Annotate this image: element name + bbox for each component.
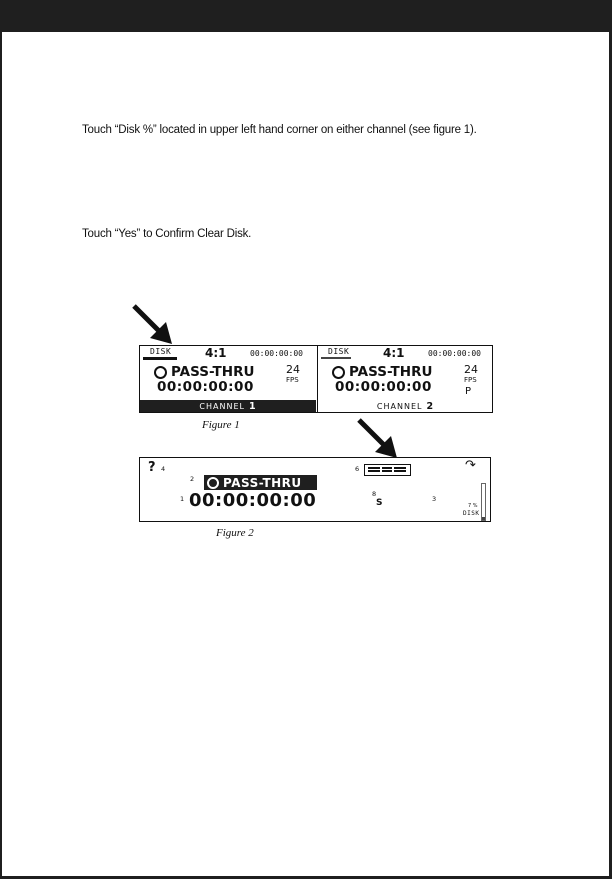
channel-2-display	[317, 346, 493, 412]
page-frame-left	[0, 32, 2, 879]
pointer-arrow-icon	[128, 300, 178, 350]
channel-label: CHANNEL	[199, 401, 245, 411]
disk-percent-button[interactable]: DISK	[150, 347, 172, 356]
callout-6: 6	[355, 465, 360, 473]
fps-label: FPS	[464, 376, 477, 384]
callout-4: 4	[161, 465, 166, 473]
header-bar	[0, 0, 612, 32]
redo-arrow-icon[interactable]: ↷	[465, 458, 476, 473]
disk-level-bar	[321, 357, 351, 359]
channel-label: CHANNEL	[376, 401, 423, 411]
fps-value: 24	[464, 363, 478, 376]
channel-number: 2	[426, 400, 435, 412]
callout-8: 8	[372, 490, 377, 498]
instruction-step-1: Touch “Disk %” located in upper left hand corner on either channel (see figure 1).	[82, 124, 477, 136]
p-indicator: P	[465, 386, 472, 397]
timecode-display: 00:00:00:00	[335, 379, 432, 395]
s-indicator: S	[376, 498, 383, 508]
figure-1-panel	[139, 345, 493, 413]
disk-percent-button[interactable]: DISK	[328, 347, 350, 356]
figure-2-caption: Figure 2	[216, 527, 254, 539]
compression-ratio: 4:1	[383, 346, 405, 360]
question-mark-icon[interactable]: ?	[148, 460, 156, 475]
mode-status	[332, 364, 432, 380]
ring-icon	[154, 366, 167, 379]
disk-percent-button[interactable]: DISK	[463, 510, 480, 517]
ring-icon	[332, 366, 345, 379]
timecode-display: 00:00:00:00	[189, 490, 317, 511]
fps-value: 24	[286, 363, 300, 376]
disk-percent-value: 7 %	[468, 503, 478, 509]
disk-level-meter	[481, 483, 486, 521]
figure-2-panel	[139, 457, 491, 522]
channel-2-footer	[318, 400, 493, 412]
timecode-display: 00:00:00:00	[157, 379, 254, 395]
disk-level-fill	[482, 517, 485, 520]
channel-1-footer	[140, 400, 316, 412]
mode-status	[204, 475, 317, 490]
mode-label: PASS-THRU	[349, 364, 433, 380]
callout-2: 2	[190, 475, 195, 483]
timecode-small: 00:00:00:00	[250, 349, 303, 358]
callout-1: 1	[180, 495, 185, 503]
mode-status	[154, 364, 254, 380]
fps-label: FPS	[286, 376, 299, 384]
instruction-step-2: Touch “Yes” to Confirm Clear Disk.	[82, 228, 252, 240]
timecode-small: 00:00:00:00	[428, 349, 481, 358]
mode-label: PASS-THRU	[223, 475, 302, 490]
mode-label: PASS-THRU	[171, 364, 255, 380]
menu-lines-icon[interactable]	[364, 464, 411, 476]
ring-icon	[207, 477, 219, 489]
disk-level-bar	[143, 357, 177, 360]
callout-3: 3	[432, 495, 437, 503]
channel-1-display	[140, 346, 316, 412]
compression-ratio: 4:1	[205, 346, 227, 360]
channel-number: 1	[248, 400, 257, 412]
figure-1-caption: Figure 1	[202, 419, 240, 431]
